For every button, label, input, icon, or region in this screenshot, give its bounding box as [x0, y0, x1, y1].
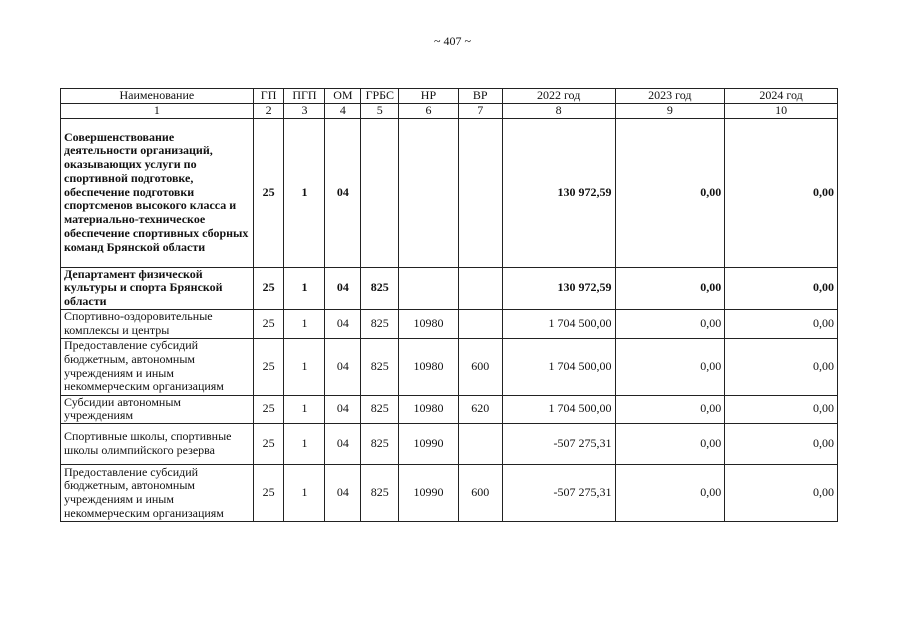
- table-row: [61, 118, 838, 267]
- row-name: Предоставление субсидий бюджетным, автономным учреждениям и иным некоммерческим организациям: [61, 465, 254, 522]
- cell-grbs: 825: [361, 338, 399, 395]
- table-row: [61, 338, 838, 395]
- row-name: Спортивно-оздоровительные комплексы и центры: [61, 309, 254, 338]
- cell-2022: 1 704 500,00: [502, 395, 615, 424]
- cell-pgp: 1: [284, 395, 325, 424]
- table-row: [61, 395, 838, 424]
- cell-nr: 10990: [399, 424, 458, 465]
- cell-gp: 25: [253, 309, 284, 338]
- cell-grbs: 825: [361, 395, 399, 424]
- col-number: 6: [399, 103, 458, 118]
- cell-gp: 25: [253, 424, 284, 465]
- cell-2023: 0,00: [615, 309, 725, 338]
- cell-vr: 600: [458, 338, 502, 395]
- table-row: [61, 424, 838, 465]
- cell-2022: 1 704 500,00: [502, 338, 615, 395]
- col-header-gp: ГП: [253, 89, 284, 104]
- table-row: [61, 309, 838, 338]
- header-row: [61, 89, 838, 104]
- cell-om: 04: [325, 424, 361, 465]
- col-number: 8: [502, 103, 615, 118]
- col-number: 5: [361, 103, 399, 118]
- cell-2022: 130 972,59: [502, 118, 615, 267]
- cell-2024: 0,00: [725, 465, 838, 522]
- col-header-name: Наименование: [61, 89, 254, 104]
- cell-vr: [458, 309, 502, 338]
- cell-2024: 0,00: [725, 267, 838, 309]
- cell-2023: 0,00: [615, 338, 725, 395]
- cell-2023: 0,00: [615, 118, 725, 267]
- cell-om: 04: [325, 267, 361, 309]
- cell-gp: 25: [253, 338, 284, 395]
- cell-grbs: 825: [361, 267, 399, 309]
- cell-gp: 25: [253, 267, 284, 309]
- cell-pgp: 1: [284, 309, 325, 338]
- cell-nr: 10980: [399, 395, 458, 424]
- cell-pgp: 1: [284, 465, 325, 522]
- page-number: ~ 407 ~: [434, 34, 471, 48]
- cell-nr: [399, 267, 458, 309]
- cell-2022: -507 275,31: [502, 465, 615, 522]
- col-number: 2: [253, 103, 284, 118]
- cell-2023: 0,00: [615, 424, 725, 465]
- cell-2024: 0,00: [725, 118, 838, 267]
- cell-2024: 0,00: [725, 338, 838, 395]
- cell-2024: 0,00: [725, 395, 838, 424]
- table-row: [61, 267, 838, 309]
- cell-2023: 0,00: [615, 465, 725, 522]
- col-number: 4: [325, 103, 361, 118]
- cell-gp: 25: [253, 395, 284, 424]
- col-number: 9: [615, 103, 725, 118]
- table-row: [61, 465, 838, 522]
- budget-table: [60, 88, 838, 522]
- col-header-2022: 2022 год: [502, 89, 615, 104]
- cell-vr: [458, 424, 502, 465]
- cell-grbs: 825: [361, 424, 399, 465]
- cell-pgp: 1: [284, 424, 325, 465]
- row-name: Субсидии автономным учреждениям: [61, 395, 254, 424]
- cell-2024: 0,00: [725, 424, 838, 465]
- col-header-om: ОМ: [325, 89, 361, 104]
- cell-om: 04: [325, 118, 361, 267]
- cell-grbs: 825: [361, 465, 399, 522]
- cell-2024: 0,00: [725, 309, 838, 338]
- row-name: Спортивные школы, спортивные школы олимпийского резерва: [61, 424, 254, 465]
- cell-nr: 10980: [399, 309, 458, 338]
- col-header-nr: НР: [399, 89, 458, 104]
- col-number: 1: [61, 103, 254, 118]
- cell-grbs: [361, 118, 399, 267]
- cell-vr: 600: [458, 465, 502, 522]
- col-header-vr: ВР: [458, 89, 502, 104]
- row-name: Предоставление субсидий бюджетным, автономным учреждениям и иным некоммерческим организациям: [61, 338, 254, 395]
- col-header-2023: 2023 год: [615, 89, 725, 104]
- cell-2023: 0,00: [615, 267, 725, 309]
- row-name: Департамент физической культуры и спорта Брянской области: [61, 267, 254, 309]
- cell-2023: 0,00: [615, 395, 725, 424]
- cell-om: 04: [325, 395, 361, 424]
- col-header-pgp: ПГП: [284, 89, 325, 104]
- row-name: Совершенствование деятельности организаций, оказывающих услуги по спортивной подготовке, обеспечение подготовки спортсменов высокого класса и материально-техническое обеспечение спортивных сборных команд Брянской области: [61, 118, 254, 267]
- col-header-2024: 2024 год: [725, 89, 838, 104]
- cell-nr: [399, 118, 458, 267]
- cell-2022: -507 275,31: [502, 424, 615, 465]
- cell-nr: 10980: [399, 338, 458, 395]
- cell-om: 04: [325, 309, 361, 338]
- cell-gp: 25: [253, 118, 284, 267]
- cell-om: 04: [325, 338, 361, 395]
- cell-nr: 10990: [399, 465, 458, 522]
- cell-om: 04: [325, 465, 361, 522]
- cell-pgp: 1: [284, 338, 325, 395]
- cell-pgp: 1: [284, 118, 325, 267]
- cell-grbs: 825: [361, 309, 399, 338]
- col-number: 3: [284, 103, 325, 118]
- col-number: 7: [458, 103, 502, 118]
- cell-2022: 1 704 500,00: [502, 309, 615, 338]
- column-number-row: [61, 103, 838, 118]
- cell-vr: 620: [458, 395, 502, 424]
- col-number: 10: [725, 103, 838, 118]
- cell-2022: 130 972,59: [502, 267, 615, 309]
- cell-gp: 25: [253, 465, 284, 522]
- col-header-grbs: ГРБС: [361, 89, 399, 104]
- cell-pgp: 1: [284, 267, 325, 309]
- cell-vr: [458, 267, 502, 309]
- cell-vr: [458, 118, 502, 267]
